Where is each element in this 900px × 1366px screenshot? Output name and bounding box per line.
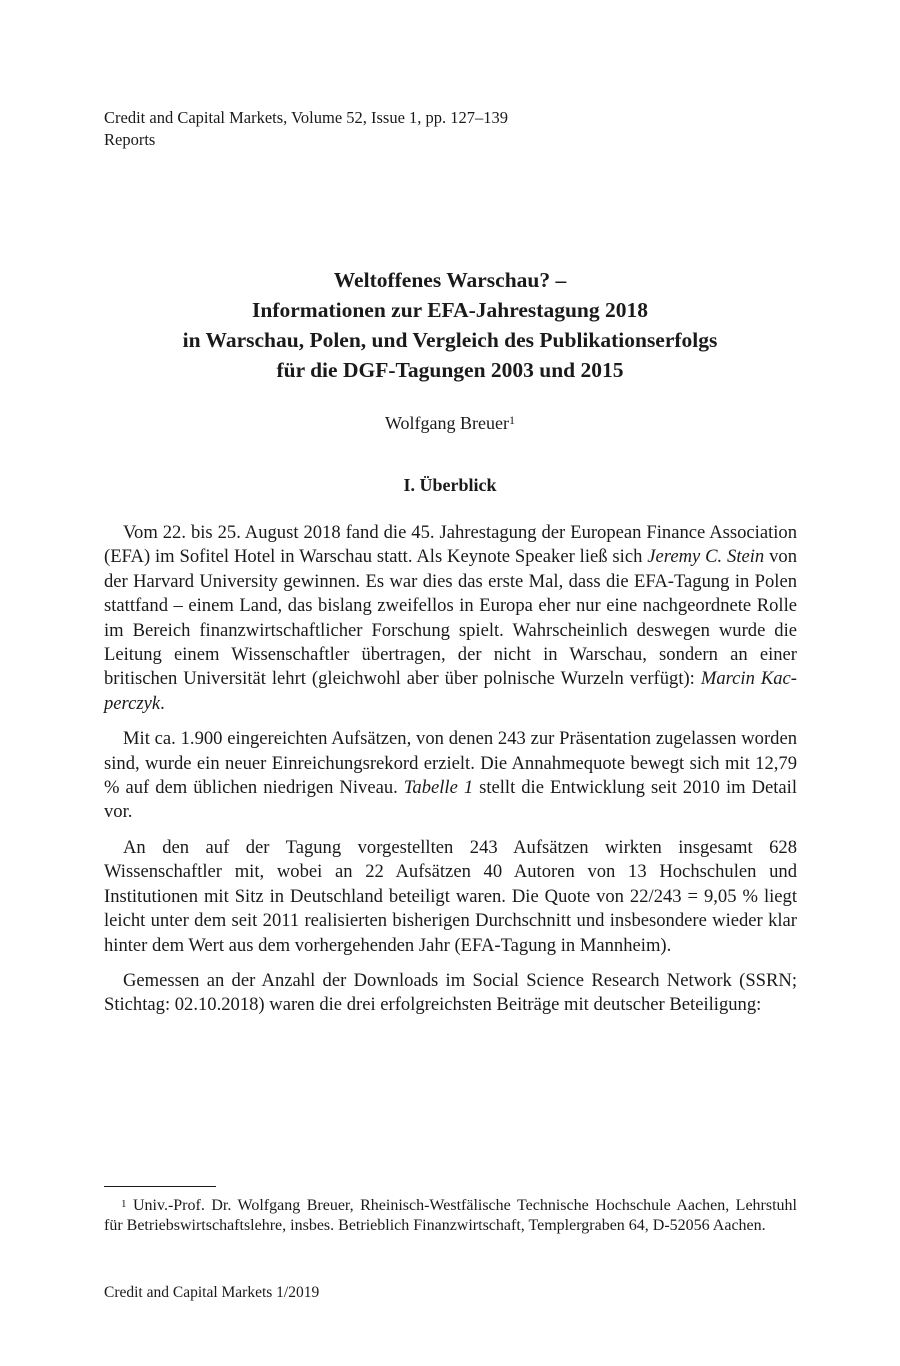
table-reference: Tabelle 1 bbox=[403, 777, 474, 799]
running-header bbox=[104, 107, 508, 151]
author-line bbox=[0, 411, 900, 435]
paragraph-4: Gemessen an der Anzahl der Downloads im Social Science Research Network (SSRN; Stichtag: 02.10.2018) waren die drei erfolgreichsten Beiträge mit deutscher Beteiligung: bbox=[104, 969, 797, 1016]
footnote-divider bbox=[104, 1186, 216, 1187]
title-line-3: in Warschau, Polen, und Vergleich des Publikationserfolgs bbox=[182, 328, 718, 352]
footnote-text: Univ.-Prof. Dr. Wolfgang Breuer, Rheinisch-Westfälische Technische Hochschule Aachen, Lehrstuhl für Betriebswirtschaftslehre, insbes. Betrieblich Finanzwirtschaft, Templergraben 64, D-52056 Aachen. bbox=[104, 1197, 797, 1234]
author-footnote-mark[interactable]: 1 bbox=[509, 413, 515, 427]
article-title bbox=[0, 265, 900, 385]
journal-citation: Credit and Capital Markets, Volume 52, Issue 1, pp. 127–139 bbox=[104, 108, 509, 127]
paragraph-3: An den auf der Tagung vorgestellten 243 Aufsätzen wirkten insgesamt 628 Wissenschaftler mit, wobei an 22 Aufsätzen 40 Autoren von 13 Hochschulen und Institutionen mit Sitz in Deutschland beteiligt waren. Die Quote von 22/243 = 9,05 % liegt leicht unter dem seit 2011 realisierten bisherigen Durchschnitt und insbesondere wieder klar hinter dem Wert aus dem vorhergehenden Jahr (EFA-Tagung in Mannheim). bbox=[104, 836, 797, 956]
title-line-1: Weltoffenes Warschau? – bbox=[333, 268, 567, 292]
section-label: Reports bbox=[104, 130, 156, 149]
running-footer: Credit and Capital Markets 1/2019 bbox=[104, 1284, 320, 1301]
paragraph-1: Vom 22. bis 25. August 2018 fand die 45. Jahrestagung der European Finance Association (EFA) im Sofitel Hotel in Warschau statt. Als Keynote Speaker ließ sich Jeremy C. Stein von der Harvard University gewinnen. Es war dies das erste Mal, dass die EFA-Tagung in Polen stattfand – einem Land, das bislang zweifellos in Europa eher nur eine nachgeordnete Rolle im Bereich finanzwirtschaftlicher Forschung spielt. Wahrscheinlich deswegen wurde die Leitung einem Wissenschaftler übertragen, der nicht in Warschau, sondern an einer britischen Universität lehrt (gleichwohl aber über polnische Wurzeln verfügt): Marcin Kacperczyk. bbox=[104, 522, 797, 714]
author-name: Wolfgang Breuer bbox=[384, 413, 509, 433]
title-line-4: für die DGF-Tagungen 2003 und 2015 bbox=[276, 358, 624, 382]
body-text bbox=[104, 521, 797, 1029]
paragraph-2: Mit ca. 1.900 eingereichten Aufsätzen, von denen 243 zur Präsentation zugelassen worden sind, wurde ein neuer Einreichungsrekord erzielt. Die Annahmequote bewegt sich mit 12,79 % auf dem üblichen niedrigen Niveau. Tabelle 1 stellt die Entwicklung seit 2010 im Detail vor. bbox=[104, 728, 798, 823]
footnote-1 bbox=[104, 1196, 797, 1236]
person-name-kacperczyk: Marcin Kacperczyk bbox=[104, 668, 797, 714]
section-heading: I. Überblick bbox=[403, 475, 497, 495]
title-line-2: Informationen zur EFA-Jahrestagung 2018 bbox=[252, 298, 648, 322]
footnote-mark: 1 bbox=[121, 1198, 127, 1210]
person-name-stein: Jeremy C. Stein bbox=[647, 546, 765, 568]
